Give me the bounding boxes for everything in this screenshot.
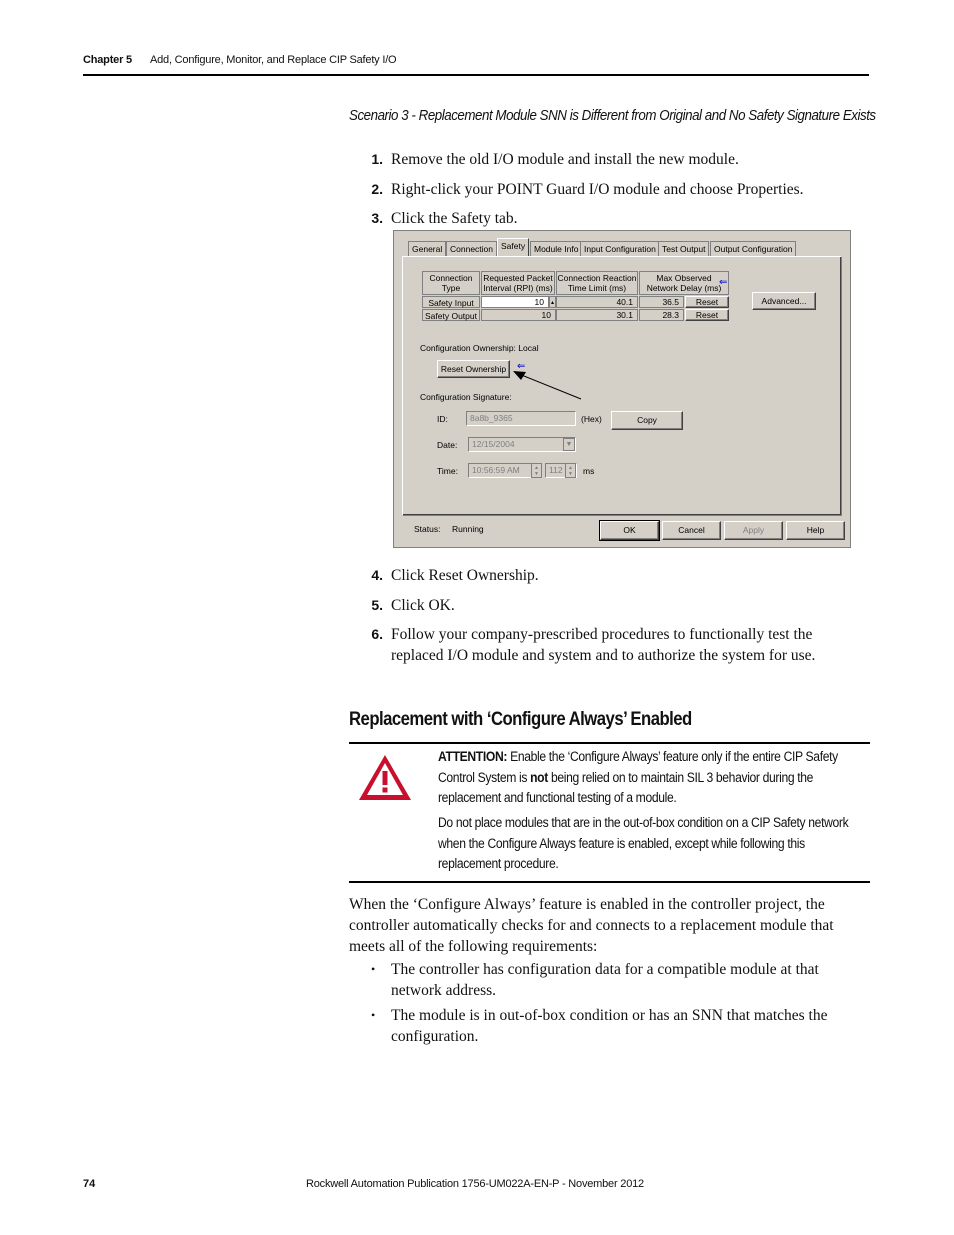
step-text: Click Reset Ownership. <box>391 567 539 584</box>
attention-text: Enable the ‘Configure Always’ feature only if the entire CIP Safety Control System is <box>438 749 838 785</box>
warning-triangle-icon <box>357 752 413 802</box>
tab-general[interactable]: General <box>408 241 446 256</box>
chevron-down-icon: ▼ <box>563 438 575 451</box>
tab-connection[interactable]: Connection <box>446 241 497 256</box>
reset-delay-button[interactable]: Reset <box>685 309 729 321</box>
step-text: Remove the old I/O module and install the new module. <box>391 151 739 168</box>
bullet-icon: • <box>371 1008 376 1022</box>
list-item-text: The controller has configuration data for a compatible module at that network address. <box>391 961 819 999</box>
attention-paragraph <box>438 813 870 875</box>
step-number: 5. <box>371 597 383 613</box>
step-text: Right-click your POINT Guard I/O module and choose Properties. <box>391 181 804 198</box>
date-field: 12/15/2004 <box>468 437 576 452</box>
attention-text: Do not place modules that are in the out-of-box condition on a CIP Safety network when the Configure Always feature is enabled, except while following this replacement procedure. <box>438 815 849 871</box>
ms-spin-icon: ▲ ▼ <box>565 463 576 478</box>
tab-input-configuration[interactable]: Input Configuration <box>580 241 660 256</box>
bullet-icon: • <box>371 962 376 976</box>
time-label: Time: <box>437 466 458 476</box>
reset-delay-button[interactable]: Reset <box>685 296 729 308</box>
reaction-limit-value: 30.1 <box>556 309 638 321</box>
copy-button[interactable]: Copy <box>611 411 683 430</box>
header-rule <box>83 74 869 76</box>
step-text: Click OK. <box>391 597 455 614</box>
step-text: Follow your company-prescribed procedures to functionally test the replaced I/O module and system and to authorize the system for use. <box>391 626 816 664</box>
rpi-value: 10 <box>481 309 556 321</box>
advanced-button[interactable]: Advanced... <box>752 292 816 310</box>
signature-label: Configuration Signature: <box>420 392 512 402</box>
attention-bottom-rule <box>349 881 870 883</box>
row-type: Safety Input <box>422 296 480 308</box>
id-field: 8a8b_9365 <box>466 411 576 426</box>
annotation-arrow-icon <box>509 369 584 404</box>
arrow-left-icon: ⇐ <box>719 277 728 288</box>
date-label: Date: <box>437 440 458 450</box>
attention-text: being relied on to maintain SIL 3 behavior during the replacement and functional testing of a module. <box>438 769 814 805</box>
rpi-input[interactable]: 10 <box>481 296 549 308</box>
step-text: Click the Safety tab. <box>391 210 518 227</box>
scenario-heading: Scenario 3 - Replacement Module SNN is Different from Original and No Safety Signature Exists <box>349 108 876 124</box>
list-item-text: The module is in out-of-box condition or has an SNN that matches the configuration. <box>391 1007 828 1045</box>
tab-module-info[interactable]: Module Info <box>530 241 582 256</box>
status-value: Running <box>452 524 484 534</box>
attention-emphasis: not <box>530 769 548 785</box>
step-number: 3. <box>371 210 383 226</box>
tab-test-output[interactable]: Test Output <box>658 241 709 256</box>
col-header-connection-type: Connection Type <box>422 271 480 295</box>
cancel-button[interactable]: Cancel <box>662 521 721 540</box>
status-label: Status: <box>414 524 441 534</box>
help-button[interactable]: Help <box>786 521 845 540</box>
ms-field: 112 <box>545 463 577 478</box>
step-number: 4. <box>371 567 383 583</box>
apply-button[interactable]: Apply <box>724 521 783 540</box>
time-spin-icon: ▲ ▼ <box>531 463 542 478</box>
col-header-reaction-limit: Connection Reaction Time Limit (ms) <box>557 273 637 293</box>
reset-ownership-button[interactable]: Reset Ownership <box>437 360 510 378</box>
step-number: 1. <box>371 151 383 167</box>
id-label: ID: <box>437 414 448 424</box>
ms-label: ms <box>583 466 595 476</box>
step-number: 6. <box>371 626 383 642</box>
reaction-limit-value: 40.1 <box>556 296 638 308</box>
step-number: 2. <box>371 181 383 197</box>
chapter-label: Chapter 5 <box>83 54 132 66</box>
delay-value: 28.3 <box>639 309 684 321</box>
arrow-left-icon: ⇐ <box>517 361 526 372</box>
hex-label: (Hex) <box>581 414 602 424</box>
tab-safety[interactable]: Safety <box>497 238 529 257</box>
attention-top-rule <box>349 742 870 744</box>
publication-info: Rockwell Automation Publication 1756-UM022A-EN-P - November 2012 <box>306 1178 644 1190</box>
row-type: Safety Output <box>422 309 480 321</box>
col-header-network-delay: Max Observed Network Delay (ms) <box>639 271 729 295</box>
page-number: 74 <box>83 1178 96 1190</box>
spin-icon[interactable]: ▴ <box>549 296 556 308</box>
attention-label: ATTENTION: <box>438 749 508 764</box>
section-heading: Replacement with ‘Configure Always’ Enabled <box>349 709 692 730</box>
attention-paragraph <box>438 747 870 809</box>
ownership-label: Configuration Ownership: Local <box>420 343 539 353</box>
col-header-rpi: Requested Packet Interval (RPI) (ms) <box>481 271 555 295</box>
chapter-title: Add, Configure, Monitor, and Replace CIP Safety I/O <box>150 54 397 66</box>
time-field: 10:56:59 AM <box>468 463 542 478</box>
tab-output-configuration[interactable]: Output Configuration <box>710 241 796 256</box>
module-properties-dialog <box>393 230 851 548</box>
body-paragraph: When the ‘Configure Always’ feature is enabled in the controller project, the controller automatically checks for and connects to a replacement module that meets all of the following requirements: <box>349 896 834 955</box>
delay-value: 36.5 <box>639 296 684 308</box>
ok-button[interactable]: OK <box>600 521 659 540</box>
